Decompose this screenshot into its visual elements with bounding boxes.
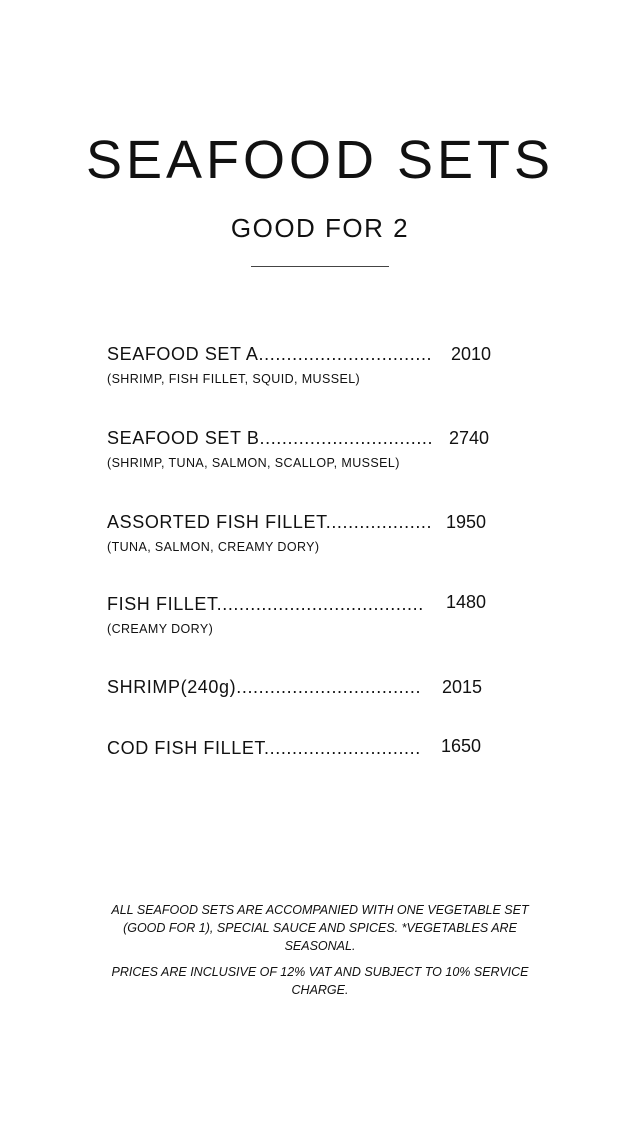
title-divider [251,266,389,267]
menu-item-fish-fillet [107,592,497,636]
accompaniment-note: ALL SEAFOOD SETS ARE ACCOMPANIED WITH ONE VEGETABLE SET (GOOD FOR 1), SPECIAL SAUCE AND SPICES. *VEGETABLES ARE SEASONAL. [111,903,529,953]
menu-subtitle: GOOD FOR 2 [230,213,410,243]
item-name: COD FISH FILLET............................ [107,738,421,758]
menu-item-cod-fish-fillet [107,736,497,762]
item-name: SHRIMP(240g)................................. [107,677,422,697]
item-description: (SHRIMP, FISH FILLET, SQUID, MUSSEL) [107,372,361,386]
menu-item-assorted-fish-fillet [107,510,497,554]
pricing-note: PRICES ARE INCLUSIVE OF 12% VAT AND SUBJECT TO 10% SERVICE CHARGE. [111,965,529,997]
item-name: SEAFOOD SET B............................... [107,428,434,448]
item-price: 2015 [442,677,483,697]
menu-item-seafood-set-b [107,426,497,470]
item-description: (SHRIMP, TUNA, SALMON, SCALLOP, MUSSEL) [107,456,400,470]
item-description: (TUNA, SALMON, CREAMY DORY) [107,540,320,554]
menu-title: SEAFOOD SETS [85,130,555,190]
item-name: SEAFOOD SET A............................... [107,344,433,364]
item-price: 2740 [449,428,490,448]
item-price: 1950 [446,512,487,532]
item-name: ASSORTED FISH FILLET................... [107,512,433,532]
menu-item-shrimp [107,675,497,701]
item-price: 2010 [451,344,492,364]
item-name: FISH FILLET..................................... [107,594,424,614]
item-description: (CREAMY DORY) [107,622,214,636]
item-price: 1480 [446,592,487,612]
item-price: 1650 [441,736,482,756]
menu-item-seafood-set-a [107,342,497,386]
